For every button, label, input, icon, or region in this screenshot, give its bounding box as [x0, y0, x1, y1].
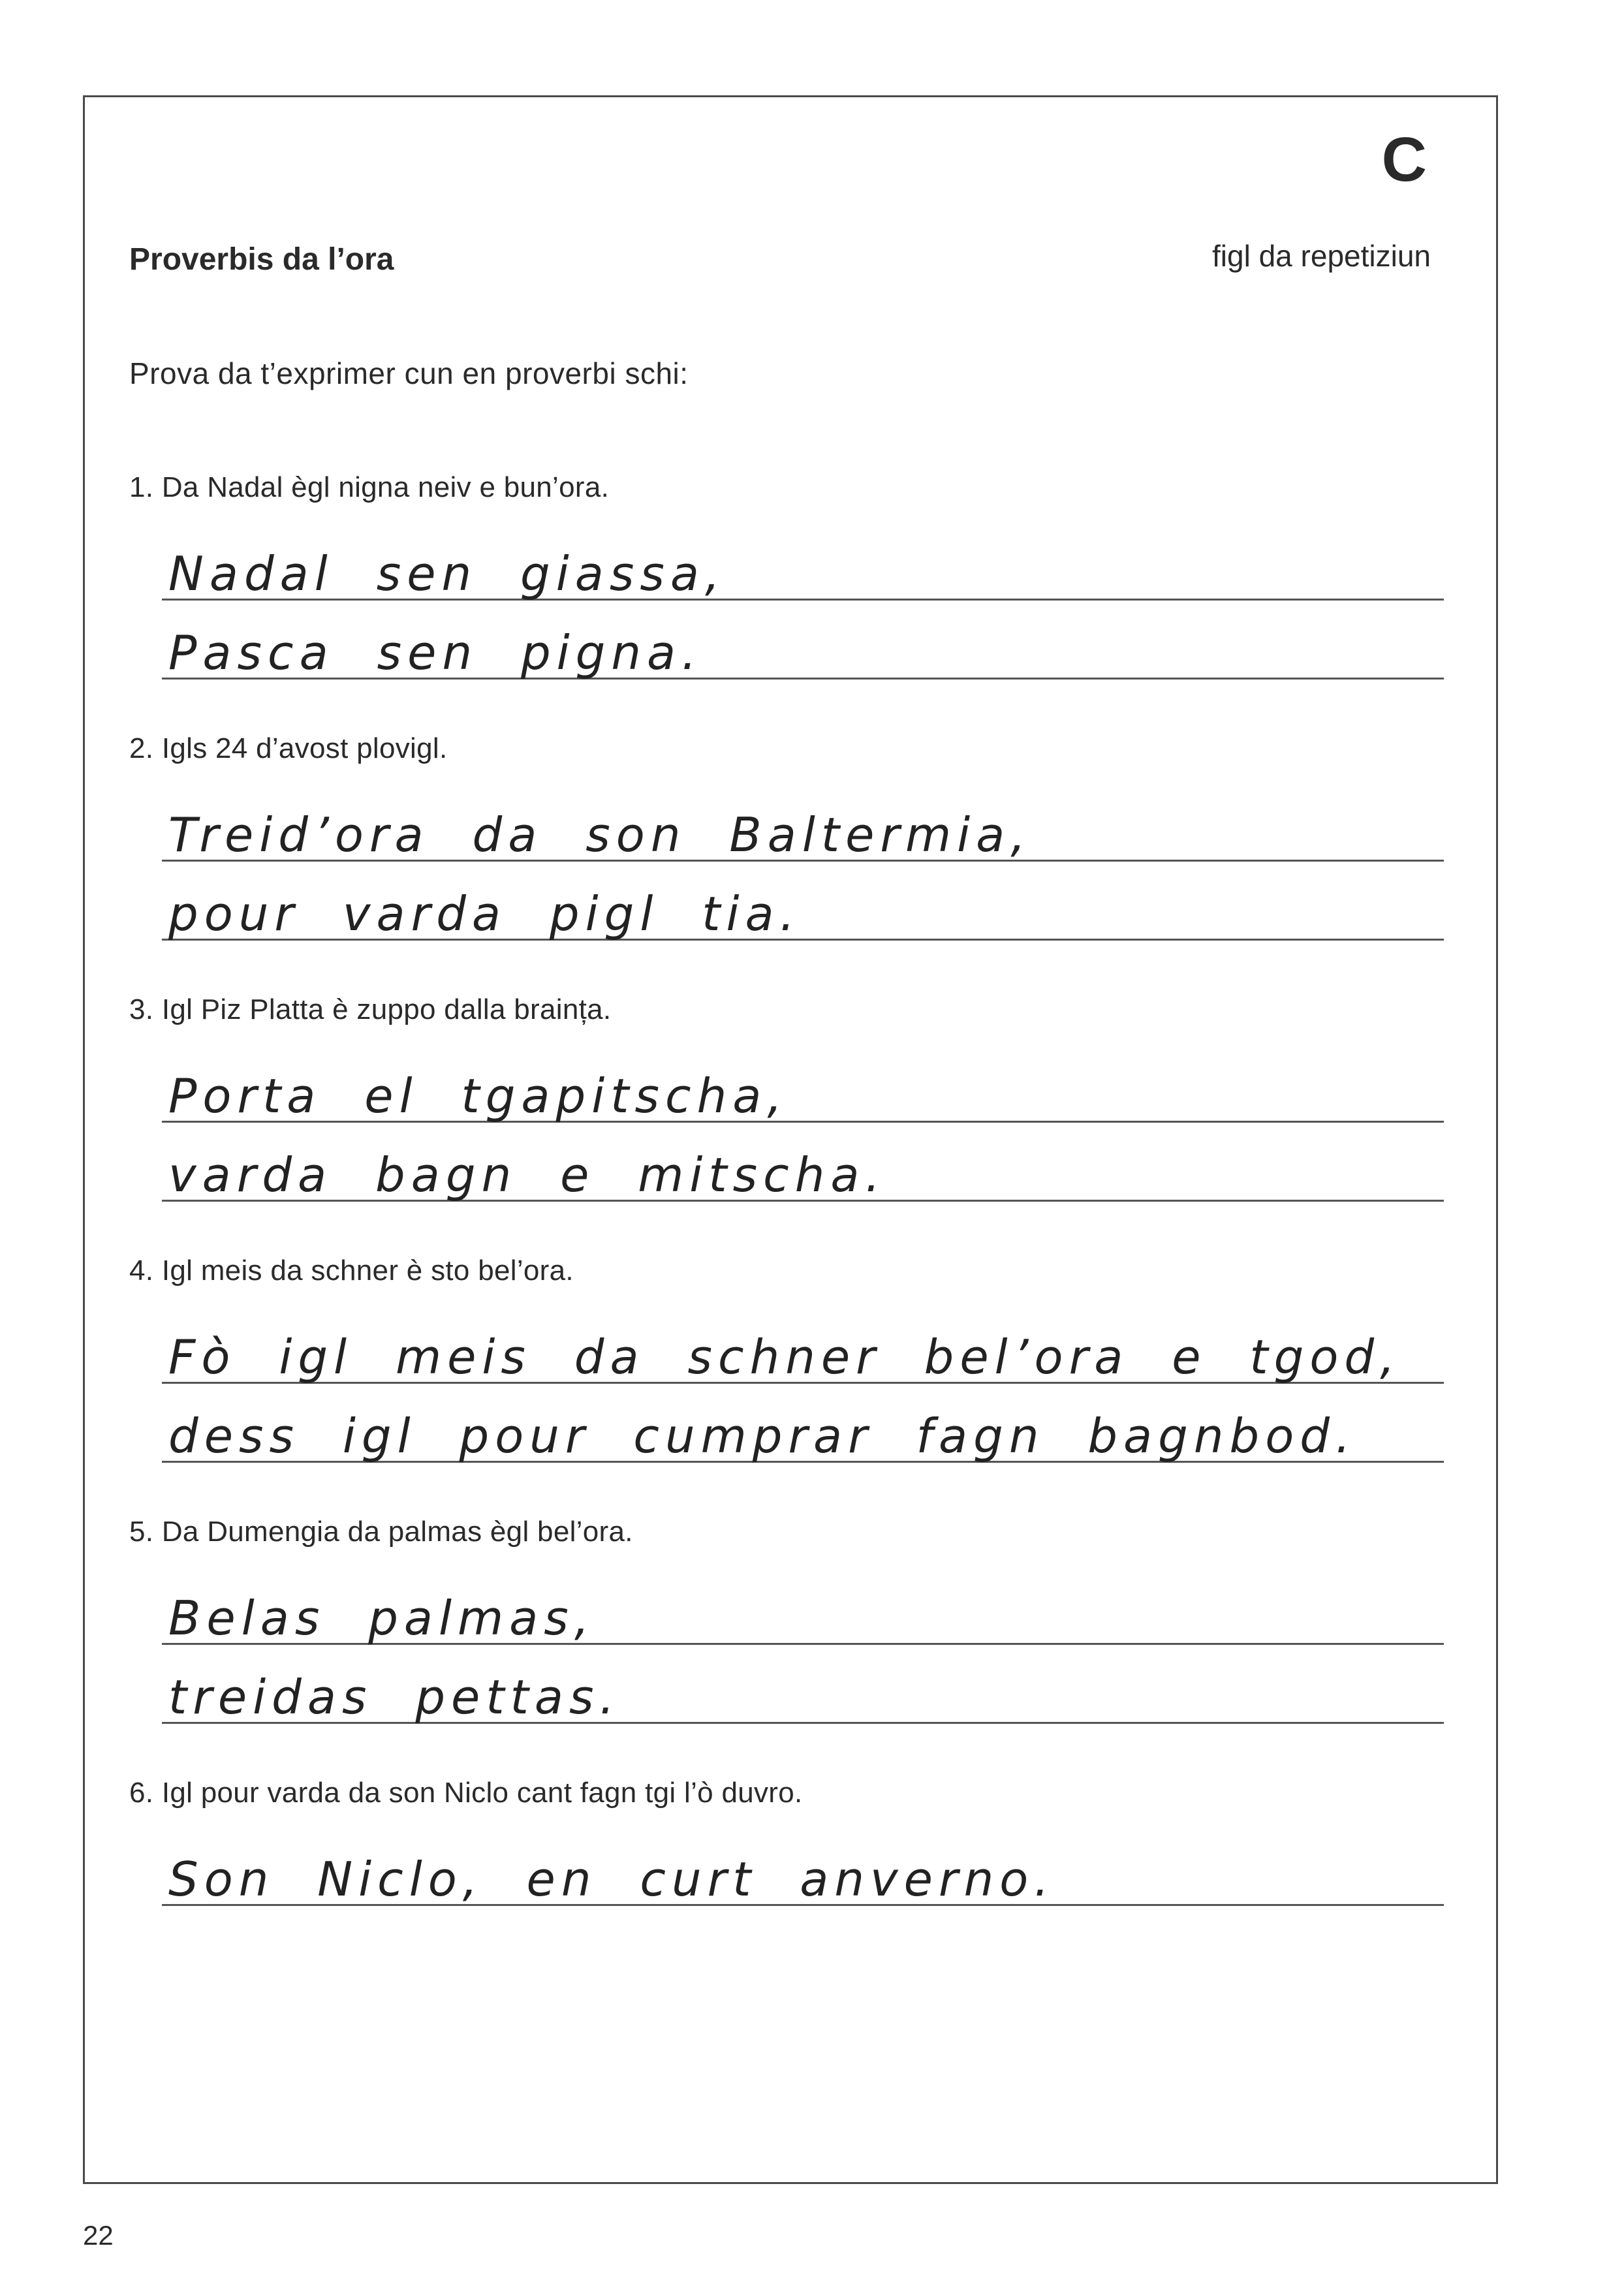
- answer-line[interactable]: [162, 1123, 1444, 1202]
- sheet-type-label: figl da repetiziun: [1212, 239, 1431, 273]
- page-frame: [83, 95, 1498, 2184]
- exercise-item-4: [129, 1257, 1444, 1463]
- handwritten-answer: Porta el tgapitscha,: [168, 1069, 789, 1123]
- answer-line[interactable]: [162, 601, 1444, 679]
- handwritten-answer: Pasca sen pigna.: [168, 625, 703, 680]
- handwritten-answer: Fò igl meis da schner bel’ora e tgod,: [168, 1330, 1401, 1384]
- exercise-prompt: 2. Igls 24 d’avost plovigl.: [129, 732, 448, 764]
- exercise-prompt: 5. Da Dumengia da palmas ègl bel’ora.: [129, 1516, 633, 1548]
- page-number: 22: [83, 2220, 114, 2251]
- answer-line[interactable]: [162, 1645, 1444, 1724]
- exercise-prompt: 3. Igl Piz Platta è zuppo dalla braința.: [129, 993, 612, 1025]
- page-title: Proverbis da l’ora: [129, 242, 394, 277]
- exercise-item-6: [129, 1779, 1444, 1906]
- handwritten-answer: Nadal sen giassa,: [168, 546, 726, 601]
- handwritten-answer: Belas palmas,: [168, 1591, 595, 1646]
- handwritten-answer: Treid’ora da son Baltermia,: [168, 807, 1032, 862]
- exercise-item-1: [129, 473, 1444, 679]
- exercise-prompt: 6. Igl pour varda da son Niclo cant fagn tgi l’ò duvro.: [129, 1777, 803, 1809]
- exercise-item-5: [129, 1518, 1444, 1724]
- answer-line[interactable]: [162, 1566, 1444, 1645]
- instruction-text: Prova da t’exprimer cun en proverbi schi:: [129, 356, 689, 390]
- handwritten-answer: dess igl pour cumprar fagn bagnbod.: [168, 1409, 1356, 1463]
- handwritten-answer: Son Niclo, en curt anverno.: [168, 1852, 1055, 1907]
- exercise-prompt: 4. Igl meis da schner è sto bel’ora.: [129, 1255, 574, 1287]
- exercise-prompt: 1. Da Nadal ègl nigna neiv e bun’ora.: [129, 471, 610, 503]
- exercise-item-2: [129, 734, 1444, 941]
- answer-line[interactable]: [162, 1305, 1444, 1384]
- handwritten-answer: varda bagn e mitscha.: [168, 1148, 886, 1202]
- answer-line[interactable]: [162, 522, 1444, 601]
- exercise-item-3: [129, 995, 1444, 1202]
- answer-line[interactable]: [162, 1044, 1444, 1123]
- answer-line[interactable]: [162, 1827, 1444, 1906]
- section-letter: C: [1381, 125, 1427, 195]
- handwritten-answer: pour varda pigl tia.: [168, 886, 801, 941]
- answer-line[interactable]: [162, 862, 1444, 941]
- answer-line[interactable]: [162, 783, 1444, 862]
- handwritten-answer: treidas pettas.: [168, 1670, 621, 1725]
- answer-line[interactable]: [162, 1384, 1444, 1463]
